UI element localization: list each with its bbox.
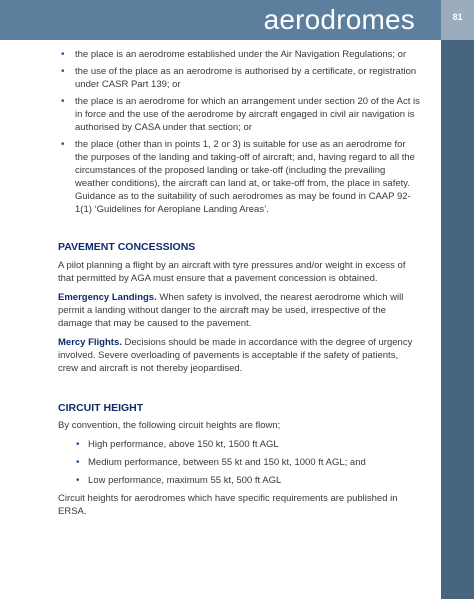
list-item-text: Medium performance, between 55 kt and 150 kt, 1000 ft AGL; and (88, 457, 366, 468)
circuit-bullet-list (58, 438, 420, 487)
emergency-landings-lead: Emergency Landings. (58, 292, 157, 303)
page-header (0, 0, 474, 40)
emergency-landings-paragraph (58, 291, 420, 330)
list-item (58, 95, 420, 134)
pavement-heading: PAVEMENT CONCESSIONS (58, 241, 196, 253)
bullet-icon: • (61, 96, 65, 107)
list-item (58, 438, 420, 451)
list-item (58, 65, 420, 91)
bullet-icon: • (76, 457, 80, 468)
pavement-paragraph: A pilot planning a flight by an aircraft with tyre pressures and/or weight in excess of that permitted by AGA must ensure that a pavement concession is obtained. (58, 260, 406, 284)
side-bar (441, 40, 474, 599)
list-item (58, 474, 420, 487)
list-item-text: High performance, above 150 kt, 1500 ft AGL (88, 439, 279, 450)
bullet-icon: • (61, 66, 65, 77)
mercy-flights-paragraph (58, 336, 420, 375)
chapter-title: aerodromes (263, 4, 415, 35)
page-number: 81 (452, 12, 463, 22)
bullet-icon: • (76, 475, 80, 486)
emergency-landings-text: When safety is involved, the nearest aerodrome which will permit a landing without danger to the aircraft may be used, irrespective of the damage that may be caused to the pavement. (58, 292, 404, 329)
circuit-intro: By convention, the following circuit heights are flown; (58, 420, 281, 431)
bullet-icon: • (61, 49, 65, 60)
bullet-icon: • (76, 439, 80, 450)
page-tab (441, 0, 474, 40)
list-item-text: the place (other than in points 1, 2 or 3) is suitable for use as an aerodrome for the purposes of the landing and taking-off of aircraft; and, having regard to all the circumstances of the proposed landing or take-off (including the prevailing weather conditions), the aircraft can land at, or take-off from, the place in safety. Guidance as to the suitability of such aerodromes as may be found in CAAP 92-1(1) ‘Guidelines for Aeroplane Landing Areas’. (75, 139, 415, 215)
circuit-closing: Circuit heights for aerodromes which have specific requirements are published in ERSA. (58, 493, 398, 517)
circuit-heading: CIRCUIT HEIGHT (58, 402, 144, 414)
list-item-text: Low performance, maximum 55 kt, 500 ft AGL (88, 475, 282, 486)
list-item (58, 48, 420, 61)
page-content (58, 48, 420, 518)
list-item-text: the place is an aerodrome established under the Air Navigation Regulations; or (75, 49, 407, 60)
list-item-text: the use of the place as an aerodrome is authorised by a certificate, or registration under CASR Part 139; or (75, 66, 417, 90)
list-item-text: the place is an aerodrome for which an arrangement under section 20 of the Act is in force and the use of the aerodrome by aircraft engaged in civil air navigation is authorised by CASA under that section; or (75, 96, 420, 133)
mercy-flights-text: Decisions should be made in accordance with the degree of urgency involved. Severe overloading of pavements is acceptable if the safety of patients, crew and aircraft is not thereby jeopardised. (58, 337, 413, 374)
bullet-icon: • (61, 139, 65, 150)
intro-bullet-list (58, 48, 420, 216)
mercy-flights-lead: Mercy Flights. (58, 337, 122, 348)
list-item (58, 456, 420, 469)
list-item (58, 138, 420, 216)
